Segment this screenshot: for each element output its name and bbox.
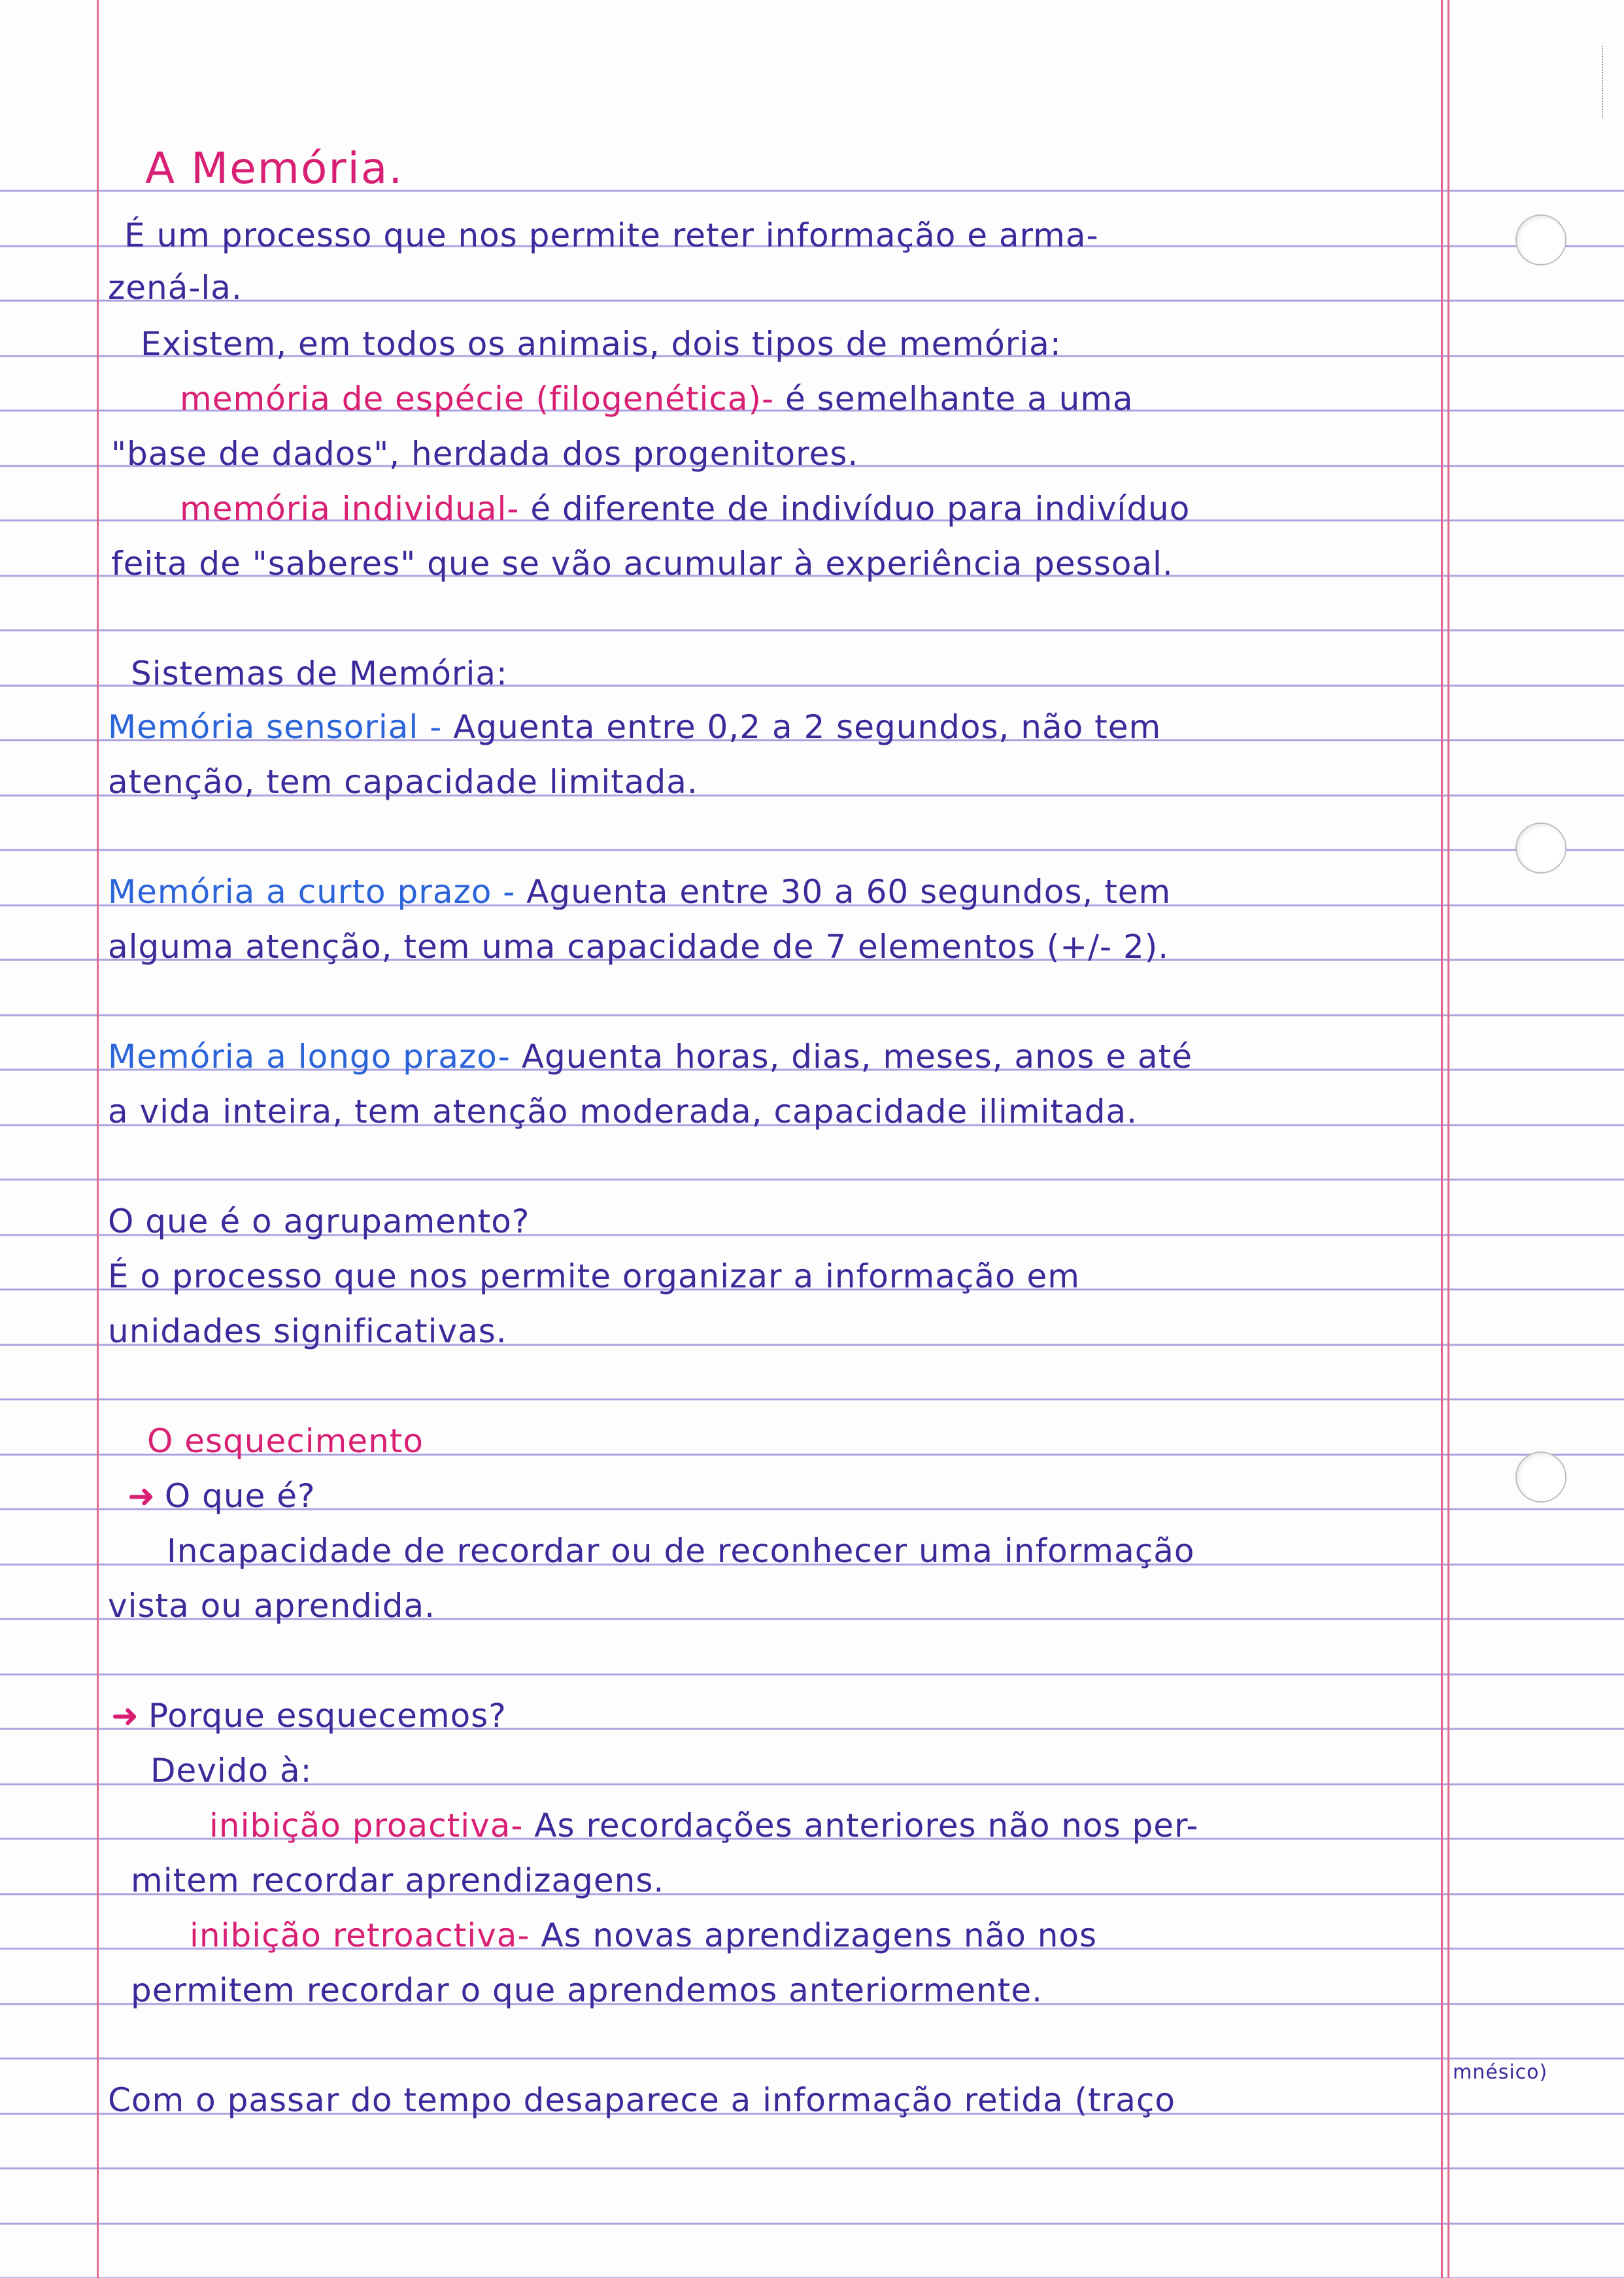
long-term-memory-desc-1: Aguenta horas, dias, meses, anos e até <box>510 1038 1193 1076</box>
grouping-answer-2: unidades significativas. <box>108 1312 507 1350</box>
top-margin-area <box>0 0 1624 140</box>
right-margin-line-2 <box>1447 0 1449 2278</box>
retroactive-inhibition-line <box>190 1916 1097 1955</box>
individual-memory-line <box>180 489 1190 528</box>
due-to-label: Devido à: <box>150 1752 313 1790</box>
intro-line-2: zená-la. <box>108 269 243 307</box>
long-term-memory-term: Memória a longo prazo- <box>108 1038 511 1076</box>
retroactive-inhibition-term: inibição retroactiva- <box>190 1916 530 1954</box>
binder-hole-icon <box>1515 823 1566 874</box>
decay-line <box>108 2081 1176 2120</box>
forgetting-what-question: O que é? <box>164 1477 316 1515</box>
systems-heading: Sistemas de Memória: <box>131 654 508 692</box>
retroactive-inhibition-desc-2: permitem recordar o que aprendemos anteriormente. <box>131 1971 1043 2009</box>
grouping-question: O que é o agrupamento? <box>108 1202 530 1240</box>
retroactive-inhibition-desc-1: As novas aprendizagens não nos <box>530 1916 1098 1954</box>
sensory-memory-desc-2: atenção, tem capacidade limitada. <box>108 763 698 801</box>
left-margin-line <box>97 0 99 2278</box>
forgetting-what-answer-1: Incapacidade de recordar ou de reconhecer uma informação <box>167 1532 1195 1570</box>
forgetting-what-line <box>127 1476 316 1516</box>
intro-line-1: É um processo que nos permite reter informação e arma- <box>124 216 1099 254</box>
short-term-memory-term: Memória a curto prazo - <box>108 873 516 911</box>
short-term-memory-desc-2: alguma atenção, tem uma capacidade de 7 elementos (+/- 2). <box>108 928 1170 966</box>
species-memory-line <box>180 379 1134 418</box>
proactive-inhibition-desc-2: mitem recordar aprendizagens. <box>131 1862 665 1899</box>
species-memory-term: memória de espécie (filogenética)- <box>180 380 775 418</box>
individual-memory-desc-2: feita de "saberes" que se vão acumular à experiência pessoal. <box>111 545 1174 583</box>
page-title: A Memória. <box>145 143 404 194</box>
forgetting-heading: O esquecimento <box>147 1422 424 1460</box>
long-term-memory-desc-2: a vida inteira, tem atenção moderada, capacidade ilimitada. <box>108 1093 1138 1130</box>
proactive-inhibition-desc-1: As recordações anteriores não nos per- <box>523 1807 1199 1844</box>
forgetting-what-answer-2: vista ou aprendida. <box>108 1587 436 1625</box>
binder-hole-icon <box>1515 1452 1566 1503</box>
long-term-memory-line <box>108 1037 1193 1076</box>
proactive-inhibition-term: inibição proactiva- <box>209 1807 524 1844</box>
individual-memory-desc-1: é diferente de indivíduo para indivíduo <box>519 490 1191 528</box>
sensory-memory-desc-1: Aguenta entre 0,2 a 2 segundos, não tem <box>442 708 1162 746</box>
arrow-right-icon: ➜ <box>111 1697 139 1735</box>
individual-memory-term: memória individual- <box>180 490 520 528</box>
proactive-inhibition-line <box>209 1806 1198 1845</box>
sensory-memory-line <box>108 707 1161 747</box>
sensory-memory-term: Memória sensorial - <box>108 708 443 746</box>
forgetting-why-question: Porque esquecemos? <box>148 1697 507 1735</box>
short-term-memory-desc-1: Aguenta entre 30 a 60 segundos, tem <box>515 873 1172 911</box>
decay-superscript: mnésico) <box>1453 2061 1548 2084</box>
types-intro: Existem, em todos os animais, dois tipos de memória: <box>141 325 1062 363</box>
species-memory-desc-2: "base de dados", herdada dos progenitores. <box>111 435 859 473</box>
binder-hole-icon <box>1515 214 1566 265</box>
species-memory-desc-1: é semelhante a uma <box>774 380 1134 418</box>
right-margin-line <box>1441 0 1443 2278</box>
arrow-right-icon: ➜ <box>127 1477 156 1515</box>
forgetting-why-line <box>111 1696 507 1735</box>
grouping-answer-1: É o processo que nos permite organizar a informação em <box>108 1257 1080 1295</box>
decay-text: Com o passar do tempo desaparece a informação retida (traço <box>108 2081 1176 2119</box>
perforation-marks <box>1602 46 1607 118</box>
short-term-memory-line <box>108 872 1171 911</box>
